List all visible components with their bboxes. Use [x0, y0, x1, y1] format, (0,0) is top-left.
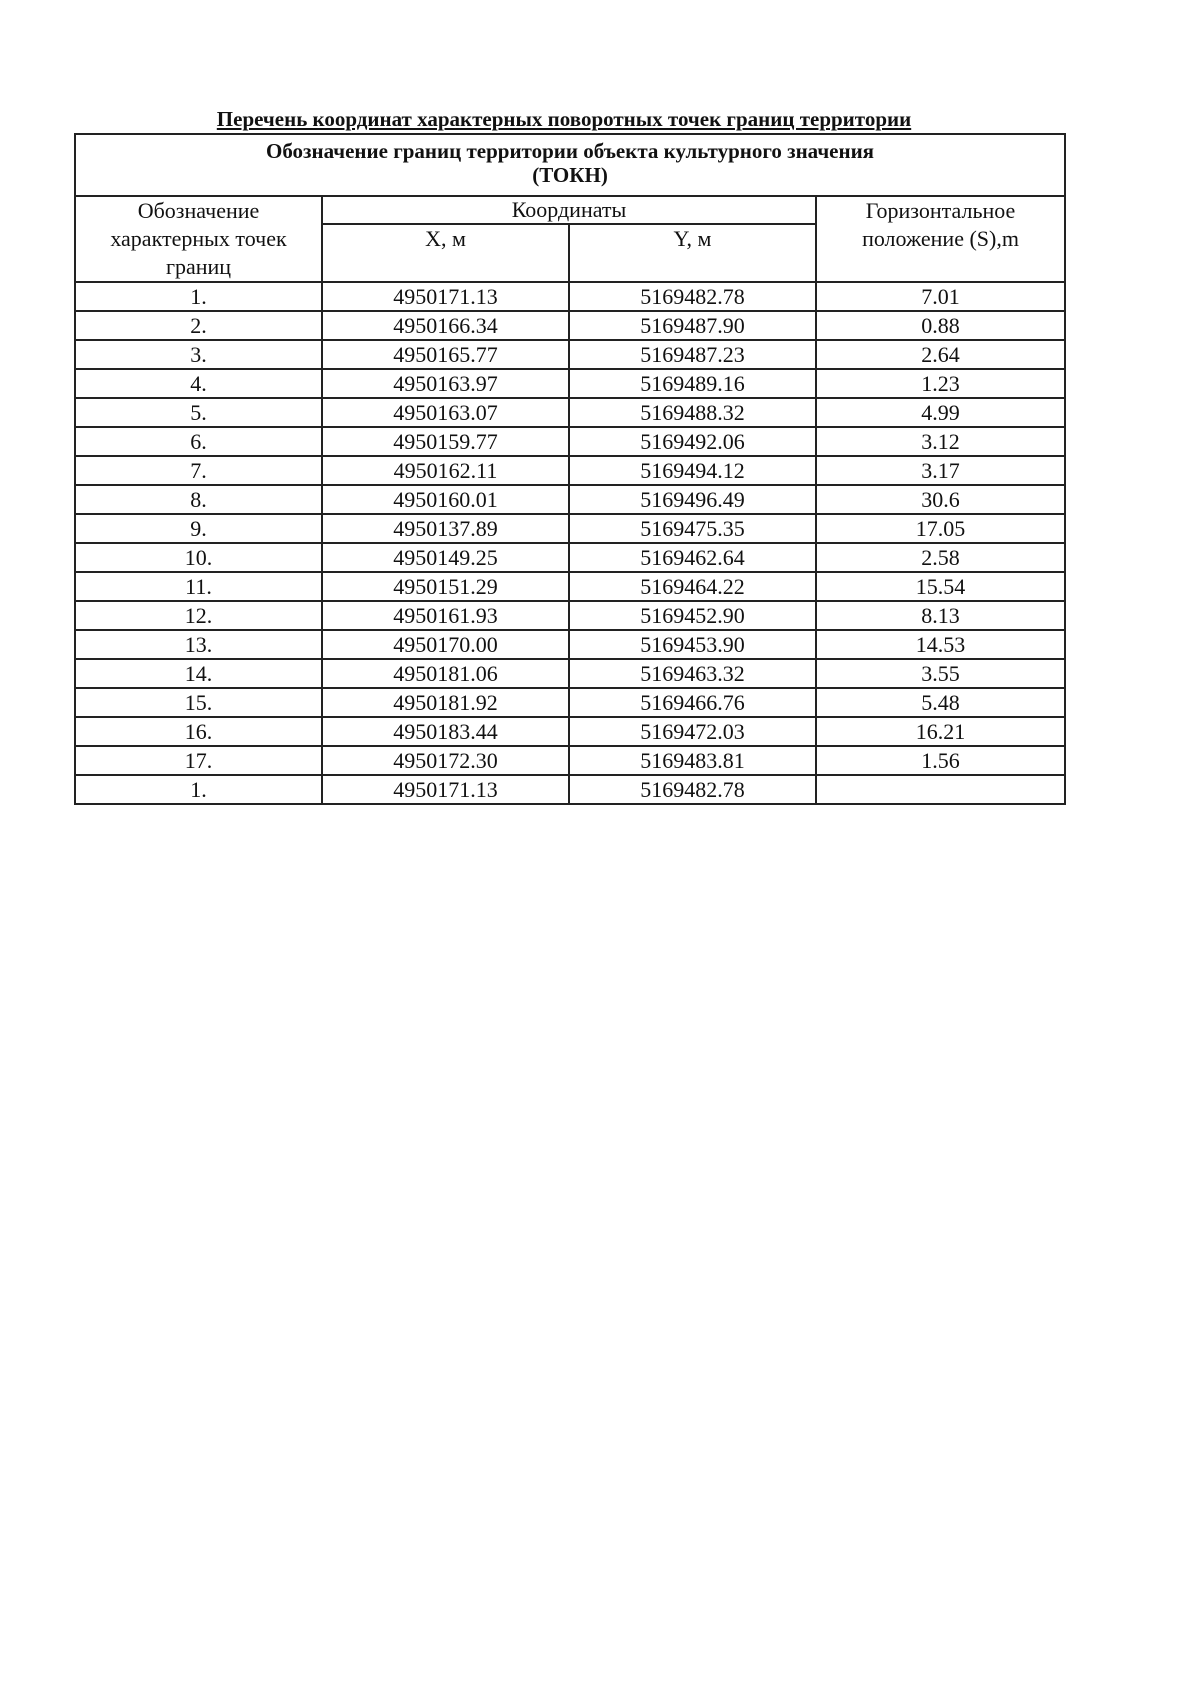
table-row [75, 427, 1065, 456]
header-point-line3: границ [165, 254, 232, 279]
header-point-line2: характерных точек [110, 226, 287, 251]
cell-distance [816, 775, 1065, 804]
cell-y: 5169464.22 [569, 572, 816, 601]
cell-point: 17. [75, 746, 322, 775]
coordinates-table [74, 133, 1066, 805]
cell-distance: 7.01 [816, 282, 1065, 311]
table-row [75, 282, 1065, 311]
cell-x: 4950160.01 [322, 485, 569, 514]
cell-y: 5169492.06 [569, 427, 816, 456]
cell-point: 13. [75, 630, 322, 659]
cell-point: 10. [75, 543, 322, 572]
table-row [75, 572, 1065, 601]
cell-x: 4950172.30 [322, 746, 569, 775]
header-coordinates: Координаты [322, 196, 816, 224]
table-row [75, 340, 1065, 369]
header-distance [816, 196, 1065, 282]
page-title: Перечень координат характерных поворотных точек границ территории [216, 107, 912, 131]
cell-y: 5169466.76 [569, 688, 816, 717]
cell-distance: 0.88 [816, 311, 1065, 340]
table-row [75, 717, 1065, 746]
cell-point: 5. [75, 398, 322, 427]
cell-x: 4950163.97 [322, 369, 569, 398]
cell-point: 1. [75, 775, 322, 804]
cell-point: 7. [75, 456, 322, 485]
table-row [75, 775, 1065, 804]
cell-y: 5169488.32 [569, 398, 816, 427]
cell-x: 4950171.13 [322, 775, 569, 804]
cell-x: 4950166.34 [322, 311, 569, 340]
cell-distance: 16.21 [816, 717, 1065, 746]
cell-point: 1. [75, 282, 322, 311]
cell-y: 5169489.16 [569, 369, 816, 398]
table-caption [75, 134, 1065, 196]
table-row [75, 688, 1065, 717]
cell-point: 16. [75, 717, 322, 746]
table-row [75, 746, 1065, 775]
header-point-line1: Обозначение [137, 198, 260, 223]
cell-y: 5169475.35 [569, 514, 816, 543]
table-row [75, 659, 1065, 688]
table-row [75, 456, 1065, 485]
cell-y: 5169487.90 [569, 311, 816, 340]
cell-y: 5169483.81 [569, 746, 816, 775]
cell-distance: 14.53 [816, 630, 1065, 659]
cell-point: 4. [75, 369, 322, 398]
table-caption-line1: Обозначение границ территории объекта культурного значения [266, 139, 875, 163]
cell-distance: 4.99 [816, 398, 1065, 427]
table-row [75, 514, 1065, 543]
cell-point: 3. [75, 340, 322, 369]
cell-y: 5169482.78 [569, 282, 816, 311]
table-row [75, 543, 1065, 572]
cell-point: 11. [75, 572, 322, 601]
cell-distance: 5.48 [816, 688, 1065, 717]
cell-distance: 2.58 [816, 543, 1065, 572]
cell-point: 6. [75, 427, 322, 456]
cell-distance: 1.23 [816, 369, 1065, 398]
cell-x: 4950162.11 [322, 456, 569, 485]
cell-distance: 3.12 [816, 427, 1065, 456]
cell-x: 4950137.89 [322, 514, 569, 543]
cell-point: 9. [75, 514, 322, 543]
cell-x: 4950163.07 [322, 398, 569, 427]
table-row [75, 485, 1065, 514]
cell-x: 4950171.13 [322, 282, 569, 311]
cell-x: 4950159.77 [322, 427, 569, 456]
cell-point: 15. [75, 688, 322, 717]
cell-point: 8. [75, 485, 322, 514]
header-distance-line2: положение (S),m [862, 226, 1019, 251]
cell-y: 5169463.32 [569, 659, 816, 688]
header-point [75, 196, 322, 282]
cell-y: 5169496.49 [569, 485, 816, 514]
cell-x: 4950170.00 [322, 630, 569, 659]
cell-distance: 1.56 [816, 746, 1065, 775]
cell-distance: 3.17 [816, 456, 1065, 485]
cell-y: 5169482.78 [569, 775, 816, 804]
cell-point: 12. [75, 601, 322, 630]
cell-x: 4950181.92 [322, 688, 569, 717]
cell-distance: 30.6 [816, 485, 1065, 514]
cell-y: 5169462.64 [569, 543, 816, 572]
cell-y: 5169494.12 [569, 456, 816, 485]
table-row [75, 311, 1065, 340]
cell-distance: 8.13 [816, 601, 1065, 630]
cell-x: 4950181.06 [322, 659, 569, 688]
table-row [75, 369, 1065, 398]
cell-distance: 2.64 [816, 340, 1065, 369]
cell-distance: 17.05 [816, 514, 1065, 543]
cell-x: 4950151.29 [322, 572, 569, 601]
cell-distance: 3.55 [816, 659, 1065, 688]
cell-x: 4950149.25 [322, 543, 569, 572]
cell-y: 5169453.90 [569, 630, 816, 659]
cell-distance: 15.54 [816, 572, 1065, 601]
cell-x: 4950183.44 [322, 717, 569, 746]
cell-x: 4950161.93 [322, 601, 569, 630]
cell-y: 5169452.90 [569, 601, 816, 630]
header-y: Y, м [569, 224, 816, 282]
table-row [75, 630, 1065, 659]
cell-y: 5169487.23 [569, 340, 816, 369]
cell-y: 5169472.03 [569, 717, 816, 746]
cell-point: 2. [75, 311, 322, 340]
header-x: X, м [322, 224, 569, 282]
table-row [75, 398, 1065, 427]
header-distance-line1: Горизонтальное [865, 198, 1016, 223]
table-row [75, 601, 1065, 630]
cell-x: 4950165.77 [322, 340, 569, 369]
table-caption-line2: (ТОКН) [532, 163, 608, 187]
cell-point: 14. [75, 659, 322, 688]
